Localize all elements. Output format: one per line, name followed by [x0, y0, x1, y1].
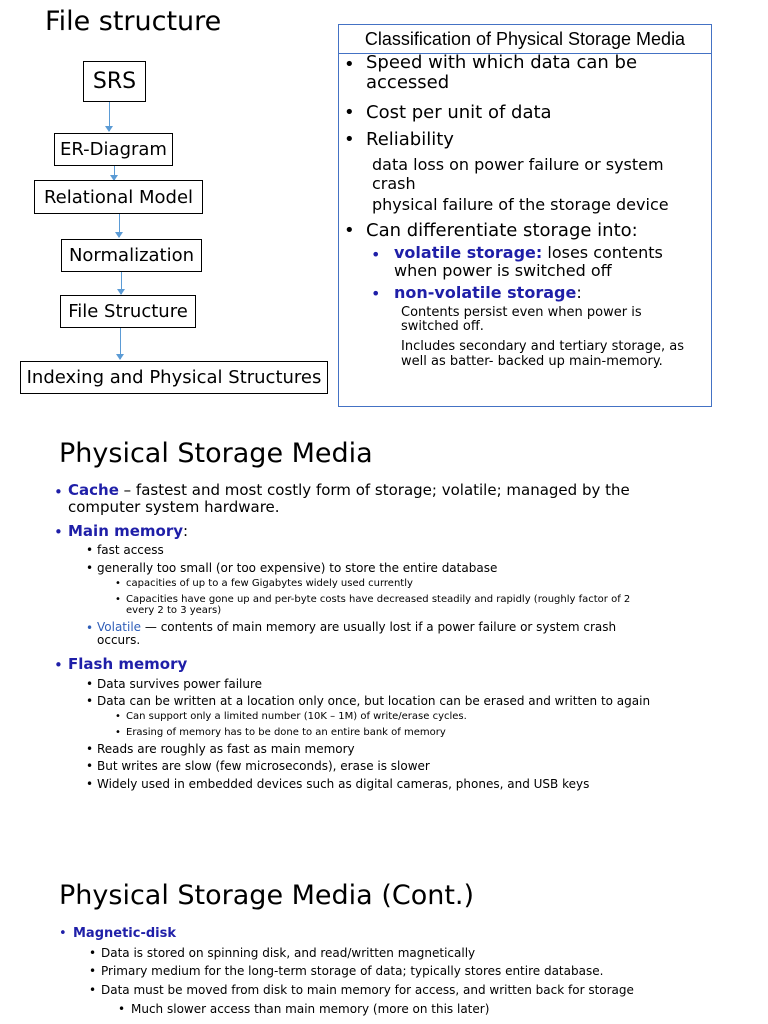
- volatile-line2: occurs.: [97, 633, 141, 647]
- differentiate-bullet: •: [344, 220, 355, 241]
- bullet: •: [86, 561, 94, 575]
- main-bullet: •: [54, 523, 63, 541]
- volatile-item: [394, 244, 663, 280]
- flow-step-srs: SRS: [83, 61, 146, 102]
- differentiate-item: Can differentiate storage into:: [366, 220, 638, 241]
- reliability-detail-1: [372, 155, 664, 193]
- flash-term: [68, 655, 187, 673]
- classification-header: Classification of Physical Storage Media: [339, 25, 711, 54]
- volatile-term: Volatile: [97, 620, 142, 634]
- cache-bullet: •: [54, 483, 63, 501]
- cache-item: [68, 482, 630, 516]
- disk-term-text: Magnetic-disk: [73, 926, 177, 941]
- psm2-title: Physical Storage Media (Cont.): [59, 880, 475, 911]
- bullet: •: [118, 1002, 126, 1016]
- flash-item-2: Data can be written at a location only once, but location can be erased and written to again: [97, 694, 651, 708]
- bullet: •: [115, 594, 121, 605]
- cap2-line2: every 2 to 3 years): [126, 605, 222, 616]
- rel-line2: crash: [372, 174, 416, 193]
- flash-term-text: Flash memory: [68, 655, 188, 673]
- reliability-item: Reliability: [366, 129, 454, 150]
- bullet: •: [115, 711, 121, 722]
- flow-step-normalization: Normalization: [61, 239, 202, 272]
- bullet: •: [86, 677, 94, 691]
- volatile-rest: loses contents: [542, 243, 663, 262]
- flash-item-4: But writes are slow (few microseconds), erase is slower: [97, 759, 430, 773]
- speed-bullet: •: [344, 54, 355, 75]
- reliability-detail-2: physical failure of the storage device: [372, 195, 669, 214]
- bullet: •: [89, 964, 97, 978]
- nonvolatile-detail-2: [401, 339, 684, 369]
- disk-subitem-1: Much slower access than main memory (more on this later): [131, 1002, 490, 1016]
- disk-term: [73, 926, 176, 941]
- nonvolatile-bullet: •: [371, 284, 381, 303]
- bullet: •: [86, 742, 94, 756]
- flash-item-3: Reads are roughly as fast as main memory: [97, 742, 355, 756]
- bullet: •: [86, 777, 94, 791]
- nv-line1: Contents persist even when power is: [401, 305, 642, 320]
- cap2-line1: Capacities have gone up and per-byte costs have decreased steadily and rapidly (roughly factor of 2: [126, 594, 631, 605]
- nv-line3: Includes secondary and tertiary storage, as: [401, 339, 684, 354]
- rel-line1: data loss on power failure or system: [372, 155, 664, 174]
- flow-step-relational-model: Relational Model: [34, 180, 203, 214]
- nonvolatile-term: non-volatile storage: [394, 283, 577, 302]
- cache-line2: computer system hardware.: [68, 498, 280, 516]
- bullet: •: [86, 621, 94, 635]
- flow-step-file-structure: File Structure: [60, 295, 196, 328]
- speed-line2: accessed: [366, 72, 450, 93]
- bullet: •: [89, 983, 97, 997]
- main-item: [68, 522, 188, 540]
- volatile-rest: — contents of main memory are usually lost if a power failure or system crash: [141, 620, 617, 634]
- nonvolatile-detail-1: [401, 306, 642, 334]
- classification-panel: [338, 24, 712, 407]
- bullet: •: [86, 694, 94, 708]
- nv-line2: switched off.: [401, 319, 484, 334]
- disk-bullet: •: [59, 926, 67, 941]
- main-term: Main memory: [68, 522, 184, 540]
- too-small-item: generally too small (or too expensive) to store the entire database: [97, 561, 498, 575]
- capacity-item-1: capacities of up to a few Gigabytes widely used currently: [126, 578, 413, 589]
- bullet: •: [115, 578, 121, 589]
- disk-item-2: Primary medium for the long-term storage of data; typically stores entire database.: [101, 964, 604, 978]
- cache-term: Cache: [68, 481, 119, 499]
- cost-bullet: •: [344, 102, 355, 123]
- bullet: •: [89, 946, 97, 960]
- psm-body: [0, 482, 768, 802]
- speed-line1: Speed with which data can be: [366, 52, 638, 73]
- speed-item: [366, 53, 637, 93]
- main-colon: :: [183, 522, 189, 540]
- nonvolatile-item: [394, 283, 582, 302]
- disk-item-3: Data must be moved from disk to main memory for access, and written back for storage: [101, 983, 634, 997]
- bullet: •: [86, 543, 94, 557]
- flash-item-5: Widely used in embedded devices such as digital cameras, phones, and USB keys: [97, 777, 590, 791]
- flow-arrow: [119, 214, 120, 237]
- disk-item-1: Data is stored on spinning disk, and read/written magnetically: [101, 946, 476, 960]
- capacity-item-2: [126, 594, 630, 616]
- flash-subitem-2: Erasing of memory has to be done to an entire bank of memory: [126, 727, 446, 738]
- volatile-line2: when power is switched off: [394, 261, 612, 280]
- flash-item-1: Data survives power failure: [97, 677, 263, 691]
- flash-bullet: •: [54, 656, 63, 674]
- volatile-item: [97, 621, 616, 647]
- flow-arrow: [109, 102, 110, 131]
- flow-arrow: [120, 328, 121, 359]
- flow-step-indexing: Indexing and Physical Structures: [20, 361, 328, 394]
- cost-item: Cost per unit of data: [366, 102, 552, 123]
- flow-arrow: [121, 272, 122, 294]
- volatile-bullet: •: [371, 245, 381, 264]
- flow-title: File structure: [45, 6, 222, 37]
- reliability-bullet: •: [344, 129, 355, 150]
- flow-step-er-diagram: ER-Diagram: [54, 133, 173, 166]
- fast-access-item: fast access: [97, 543, 164, 557]
- flash-subitem-1: Can support only a limited number (10K – 1M) of write/erase cycles.: [126, 711, 467, 722]
- psm-title: Physical Storage Media: [59, 438, 373, 469]
- bullet: •: [86, 759, 94, 773]
- nv-line4: well as batter- backed up main-memory.: [401, 354, 663, 369]
- flow-arrow: [114, 166, 115, 180]
- volatile-term: volatile storage:: [394, 243, 543, 262]
- bullet: •: [115, 727, 121, 738]
- cache-rest: – fastest and most costly form of storage; volatile; managed by the: [118, 481, 630, 499]
- nonvolatile-colon: :: [576, 283, 582, 302]
- psm2-body: [0, 926, 768, 1024]
